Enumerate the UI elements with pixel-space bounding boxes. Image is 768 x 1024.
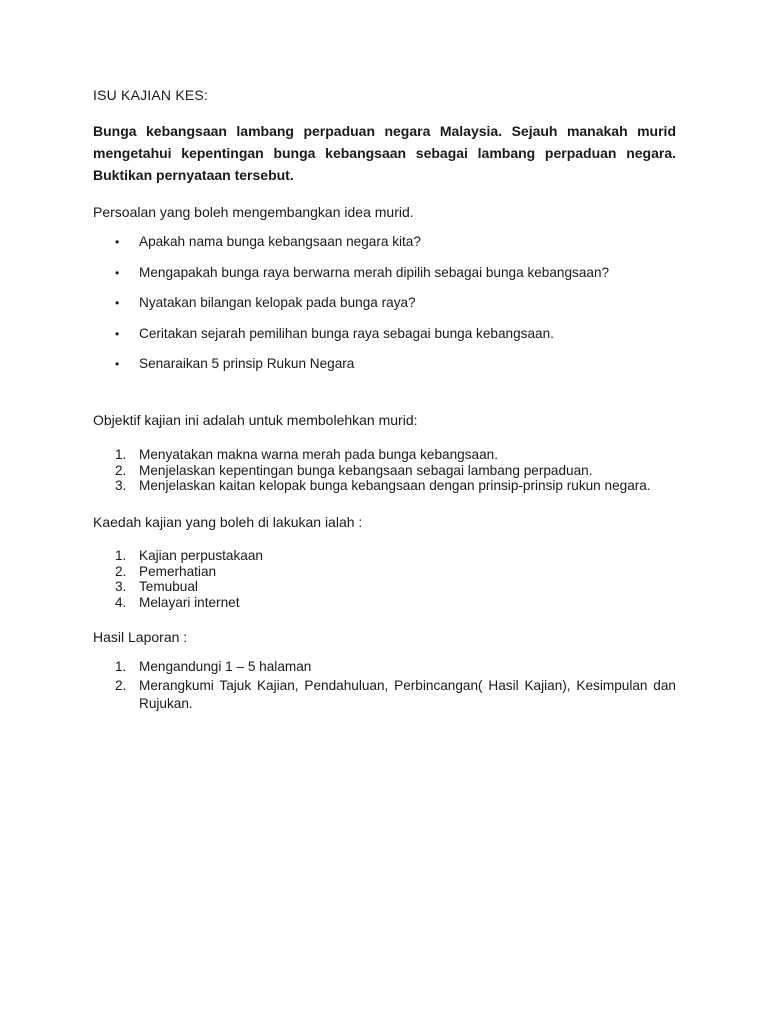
list-item [93, 447, 676, 463]
bullet-icon: • [115, 235, 120, 249]
report-list [93, 658, 676, 714]
list-item [93, 579, 676, 595]
list-number: 3. [115, 478, 127, 494]
list-item [93, 658, 676, 677]
list-item [93, 548, 676, 564]
method-text: Kajian perpustakaan [139, 548, 263, 563]
objective-text: Menyatakan makna warna merah pada bunga kebangsaan. [139, 447, 498, 462]
list-item [93, 478, 676, 494]
list-item [93, 325, 609, 356]
list-item [93, 264, 609, 295]
case-study-title: ISU KAJIAN KES: [93, 87, 209, 103]
method-text: Pemerhatian [139, 563, 217, 579]
method-text: Melayari internet [139, 594, 240, 610]
bullet-icon: • [115, 296, 120, 310]
method-text: Temubual [139, 579, 198, 595]
issue-line: mengetahui kepentingan bunga kebangsaan sebagai lambang perpaduan negara. [93, 145, 676, 161]
list-number: 2. [115, 677, 127, 693]
objective-text: Menjelaskan kaitan kelopak bunga kebangsaan dengan prinsip-prinsip rukun negara. [139, 478, 651, 494]
objective-text: Menjelaskan kepentingan bunga kebangsaan sebagai lambang perpaduan. [139, 462, 593, 478]
list-item [93, 677, 676, 714]
list-item [93, 595, 676, 611]
question-text: Senaraikan 5 prinsip Rukun Negara [139, 356, 355, 371]
list-item [93, 463, 676, 479]
bullet-icon: • [115, 357, 120, 371]
list-number: 3. [115, 579, 127, 595]
methods-intro: Kaedah kajian yang boleh di lakukan ialah : [93, 514, 363, 530]
list-item [93, 233, 609, 264]
list-number: 2. [115, 563, 127, 579]
objectives-intro: Objektif kajian ini adalah untuk membolehkan murid: [93, 412, 418, 428]
report-intro: Hasil Laporan : [93, 629, 188, 645]
list-item [93, 355, 609, 386]
list-item [93, 564, 676, 580]
questions-list [93, 233, 609, 386]
issue-line: Buktikan pernyataan tersebut. [93, 167, 294, 183]
list-number: 1. [115, 447, 127, 462]
question-text: Ceritakan sejarah pemilihan bunga raya sebagai bunga kebangsaan. [139, 325, 554, 341]
list-number: 2. [115, 462, 127, 478]
questions-intro: Persoalan yang boleh mengembangkan idea murid. [93, 204, 414, 220]
list-number: 4. [115, 594, 127, 610]
list-number: 1. [115, 659, 127, 674]
issue-statement [93, 120, 676, 186]
question-text: Apakah nama bunga kebangsaan negara kita? [139, 234, 421, 249]
report-text: Merangkumi Tajuk Kajian, Pendahuluan, Perbincangan( Hasil Kajian), Kesimpulan dan Rujukan. [139, 677, 676, 711]
report-text: Mengandungi 1 – 5 halaman [139, 659, 312, 674]
bullet-icon: • [115, 265, 120, 280]
issue-line: Bunga kebangsaan lambang perpaduan negara Malaysia. Sejauh manakah murid [93, 123, 676, 139]
question-text: Mengapakah bunga raya berwarna merah dipilih sebagai bunga kebangsaan? [139, 264, 610, 280]
list-number: 1. [115, 548, 127, 563]
bullet-icon: • [115, 326, 120, 341]
methods-list [93, 548, 676, 610]
objectives-list [93, 447, 676, 494]
list-item [93, 294, 609, 325]
question-text: Nyatakan bilangan kelopak pada bunga raya? [139, 295, 416, 310]
